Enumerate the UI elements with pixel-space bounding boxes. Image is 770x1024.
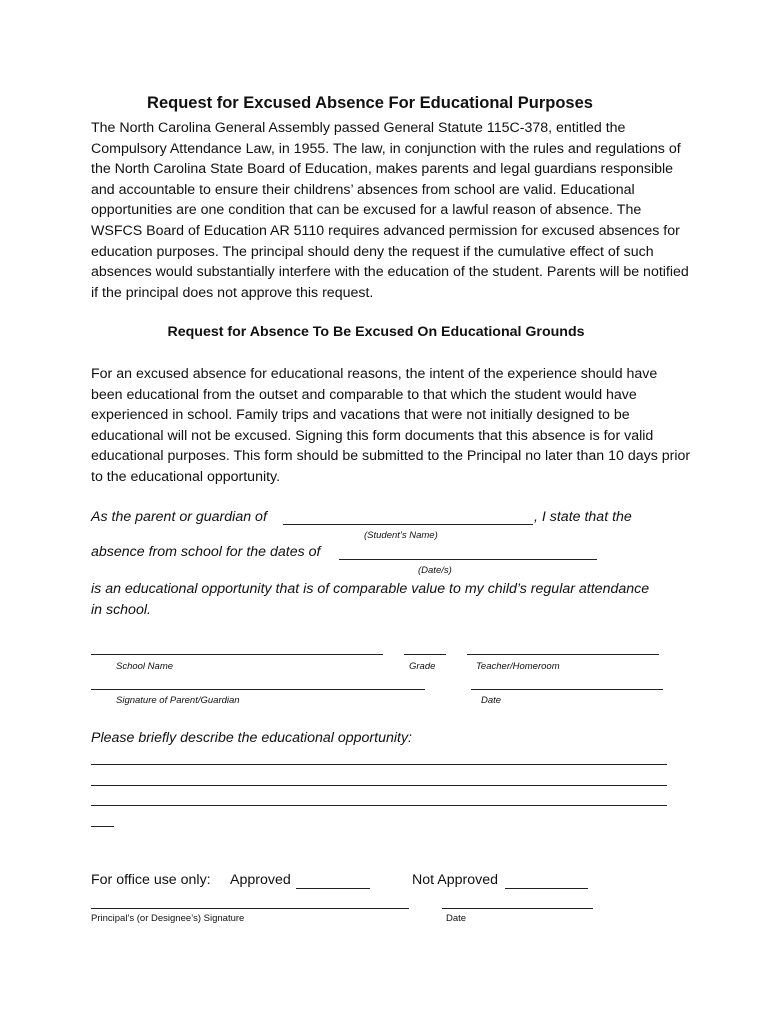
describe-line-2 (91, 785, 667, 786)
describe-label: Please briefly describe the educational opportunity: (91, 730, 412, 746)
principal-date-label: Date (446, 913, 467, 924)
intro-paragraph: The North Carolina General Assembly passed General Statute 115C-378, entitled the Compulsory Attendance Law, in 1955. The law, in conjunction with the rules and regulations of the North Carolina State Board of Education, makes parents and legal guardians responsible and accountable to ensure their childrens’ absences from school are valid. Educational opportunities are one condition that can be excused for a lawful reason of absence. The WSFCS Board of Education AR 5110 requires advanced permission for excused absences for education purposes. The principal should deny the request if the cumulative effect of such absences would substantially interfere with the education of the student. Parents will be notified if the principal does not approve this request. (91, 120, 689, 301)
statement-line2-prefix: absence from school for the dates of (91, 544, 321, 560)
grade-label: Grade (409, 661, 436, 672)
parent-signature-field[interactable] (91, 689, 425, 690)
dates-caption: (Date/s) (418, 565, 452, 576)
statement-line1-suffix: , I state that the (534, 509, 632, 525)
approved-field[interactable] (296, 888, 370, 889)
approved-label: Approved (230, 872, 291, 888)
page-title: Request for Excused Absence For Educational Purposes (147, 94, 593, 112)
describe-line-1 (91, 764, 667, 765)
body-paragraph: For an excused absence for educational reasons, the intent of the experience should have been educational from the outset and comparable to that which the student would have experienced in school. Family trips and vacations that were not initially designed to be educational will not be excused. Signing this form documents that this absence is for valid educational purposes. This form should be submitted to the Principal no later than 10 days prior to the educational opportunity. (91, 366, 691, 485)
describe-line-3 (91, 805, 667, 806)
not-approved-field[interactable] (505, 888, 588, 889)
parent-signature-label: Signature of Parent/Guardian (116, 695, 240, 706)
student-name-caption: (Student’s Name) (364, 530, 438, 541)
parent-date-field[interactable] (471, 689, 663, 690)
student-name-field[interactable] (283, 524, 533, 525)
teacher-label: Teacher/Homeroom (476, 661, 560, 672)
teacher-field[interactable] (467, 654, 659, 655)
principal-date-field[interactable] (442, 908, 593, 909)
describe-line-4 (91, 826, 114, 827)
statement-line3: is an educational opportunity that is of comparable value to my child’s regular attendance in school. (91, 581, 650, 618)
not-approved-label: Not Approved (412, 872, 498, 888)
dates-field[interactable] (339, 559, 597, 560)
principal-signature-field[interactable] (91, 908, 409, 909)
section-subtitle: Request for Absence To Be Excused On Educational Grounds (167, 324, 585, 340)
grade-field[interactable] (404, 654, 446, 655)
school-name-label: School Name (116, 661, 174, 672)
principal-signature-label: Principal’s (or Designee’s) Signature (91, 913, 245, 924)
parent-date-label: Date (481, 695, 502, 706)
school-name-field[interactable] (91, 654, 383, 655)
statement-line1-prefix: As the parent or guardian of (91, 509, 267, 525)
office-use-label: For office use only: (91, 872, 211, 888)
